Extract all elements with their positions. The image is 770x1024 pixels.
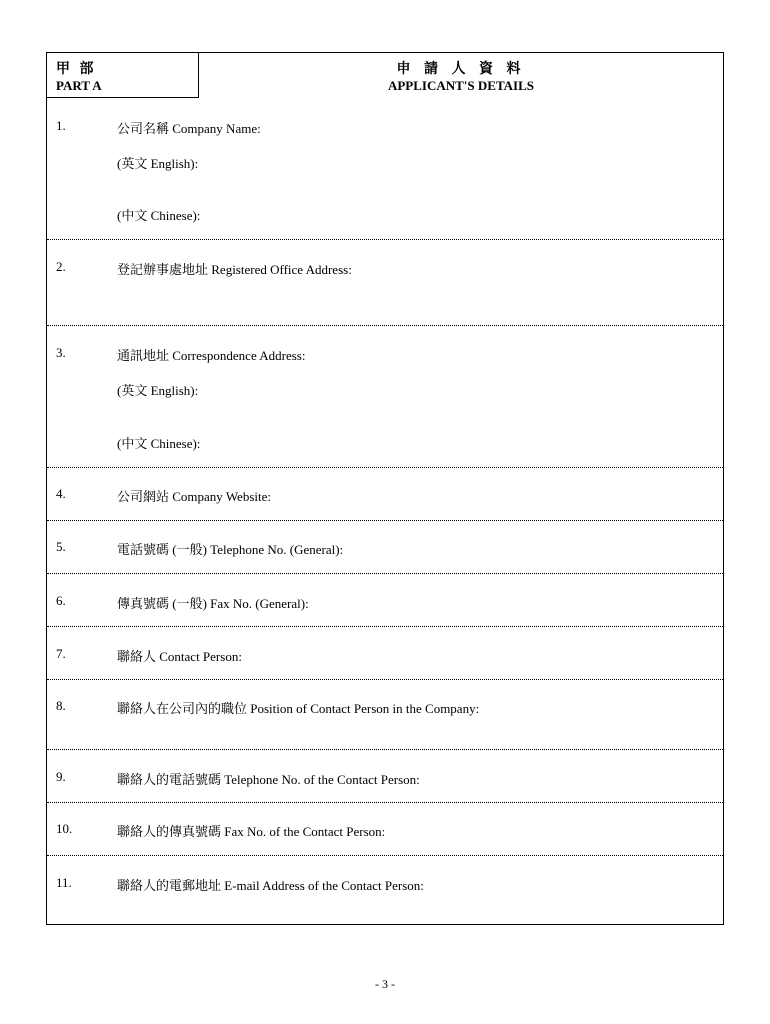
part-label-chinese: 甲 部: [56, 62, 97, 77]
dotted-divider: [47, 802, 723, 803]
page-number: - 3 -: [375, 977, 395, 991]
dotted-divider: [47, 325, 723, 326]
item-sublabel-chinese: (中文 Chinese):: [117, 436, 201, 451]
form-title-english: APPLICANT'S DETAILS: [387, 78, 535, 93]
dotted-divider: [47, 749, 723, 750]
item-number: 9.: [56, 769, 66, 784]
item-number: 7.: [56, 646, 66, 661]
dotted-divider: [47, 467, 723, 468]
item-number: 2.: [56, 259, 66, 274]
item-sublabel-english: (英文 English):: [117, 383, 199, 398]
dotted-divider: [47, 239, 723, 240]
item-label: 聯絡人的電話號碼 Telephone No. of the Contact Person:: [117, 772, 420, 787]
item-label: 聯絡人的傳真號碼 Fax No. of the Contact Person:: [117, 824, 386, 839]
item-sublabel-english: (英文 English):: [117, 156, 199, 171]
item-label: 公司名稱 Company Name:: [117, 121, 261, 136]
part-label-english: PART A: [56, 78, 102, 93]
item-label: 登記辦事處地址 Registered Office Address:: [117, 262, 352, 277]
item-number: 5.: [56, 539, 66, 554]
item-label: 傳真號碼 (一般) Fax No. (General):: [117, 596, 309, 611]
applicant-details-form: [46, 52, 724, 925]
item-number: 11.: [56, 875, 72, 890]
dotted-divider: [47, 626, 723, 627]
item-label: 公司網站 Company Website:: [117, 489, 271, 504]
item-label: 聯絡人的電郵地址 E-mail Address of the Contact Person:: [117, 878, 424, 893]
item-number: 10.: [56, 821, 73, 836]
item-number: 3.: [56, 345, 66, 360]
item-sublabel-chinese: (中文 Chinese):: [117, 208, 201, 223]
part-label-box: [47, 53, 199, 98]
item-label: 聯絡人在公司內的職位 Position of Contact Person in the Company:: [117, 701, 480, 716]
item-label: 聯絡人 Contact Person:: [117, 649, 242, 664]
item-number: 4.: [56, 486, 66, 501]
item-label: 通訊地址 Correspondence Address:: [117, 348, 306, 363]
dotted-divider: [47, 679, 723, 680]
item-number: 6.: [56, 593, 66, 608]
form-title-chinese: 申 請 人 資 料: [396, 62, 526, 77]
dotted-divider: [47, 573, 723, 574]
item-number: 8.: [56, 698, 66, 713]
item-label: 電話號碼 (一般) Telephone No. (General):: [117, 542, 344, 557]
dotted-divider: [47, 520, 723, 521]
dotted-divider: [47, 855, 723, 856]
item-number: 1.: [56, 118, 66, 133]
